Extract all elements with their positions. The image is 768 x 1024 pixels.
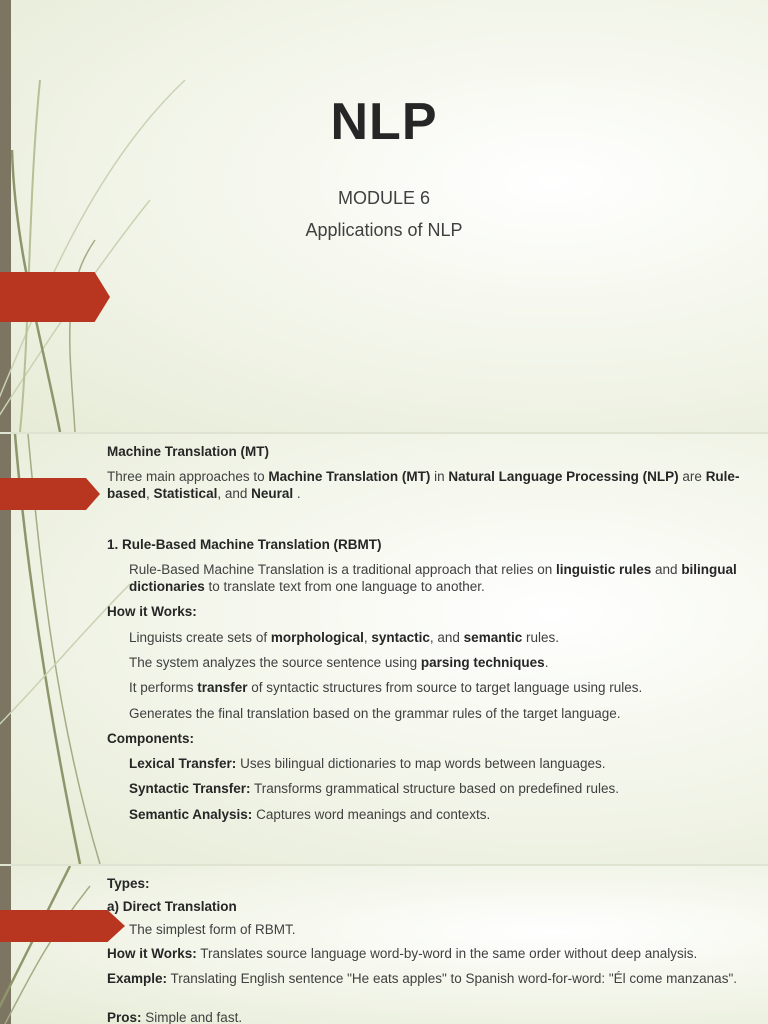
title-slide: [0, 0, 768, 432]
mt-heading: Machine Translation (MT): [107, 444, 270, 459]
list-item: Lexical Transfer: Uses bilingual dictionaries to map words between languages.: [129, 756, 606, 771]
list-item: The system analyzes the source sentence using parsing techniques.: [129, 655, 549, 670]
how-it-works-label: How it Works:: [107, 604, 197, 619]
direct-translation-heading: a) Direct Translation: [107, 899, 237, 914]
rbmt-definition: Rule-Based Machine Translation is a traditional approach that relies on linguistic rules and bilingual dictionaries to translate text from one language to another.: [129, 562, 737, 594]
module-label: MODULE 6: [337, 188, 431, 208]
slide-title: NLP: [330, 93, 438, 151]
direct-example: Example: Translating English sentence "He eats apples" to Spanish word-for-word: "Él come manzanas".: [107, 971, 737, 986]
rbmt-section-heading: 1. Rule-Based Machine Translation (RBMT): [107, 537, 382, 552]
direct-how-it-works: How it Works: Translates source language word-by-word in the same order without deep analysis.: [107, 946, 698, 961]
list-item: Linguists create sets of morphological, syntactic, and semantic rules.: [129, 630, 559, 645]
slide-subtitle: Applications of NLP: [305, 220, 463, 240]
mt-intro: Three main approaches to Machine Translation (MT) in Natural Language Processing (NLP) are Rule-based, Statistical, and Neural .: [107, 469, 740, 501]
types-label: Types:: [107, 876, 150, 891]
content-slide-rbmt: [0, 434, 768, 864]
content-slide-types: [0, 866, 768, 1024]
content-accent-tag: [0, 478, 100, 510]
decorative-curves: [0, 0, 200, 432]
list-item: Generates the final translation based on the grammar rules of the target language.: [129, 706, 621, 721]
list-item: Semantic Analysis: Captures word meanings and contexts.: [129, 807, 491, 822]
components-label: Components:: [107, 731, 194, 746]
list-item: The simplest form of RBMT.: [129, 922, 296, 937]
list-item: Syntactic Transfer: Transforms grammatical structure based on predefined rules.: [129, 781, 619, 796]
list-item: It performs transfer of syntactic structures from source to target language using rules.: [129, 680, 643, 695]
title-accent-tag: [0, 272, 110, 322]
direct-pros: Pros: Simple and fast.: [107, 1010, 243, 1024]
